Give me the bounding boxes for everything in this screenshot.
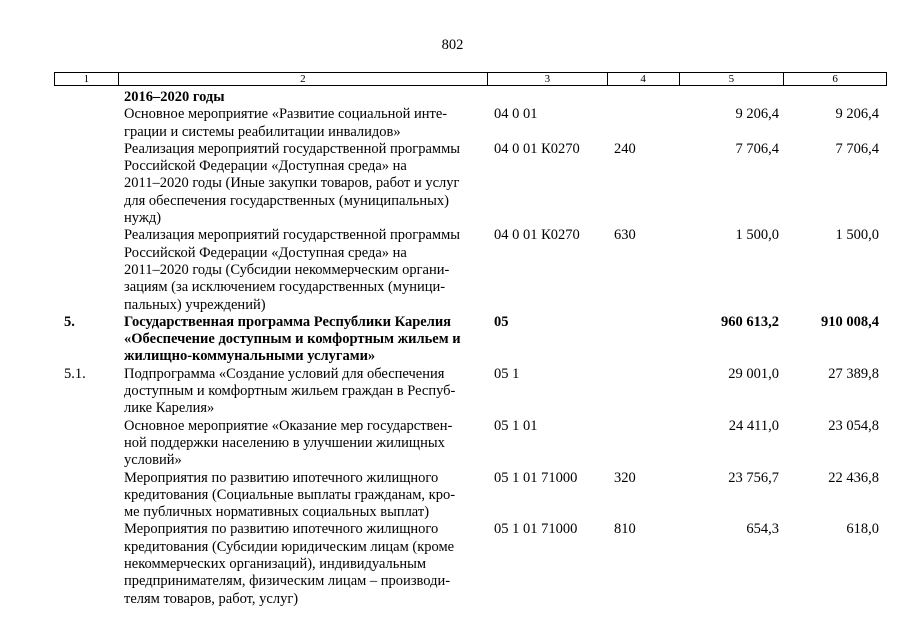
- row-name: Основное мероприятие «Развитие социальной инте- грации и системы реабилитации инвалидов»: [124, 106, 448, 140]
- row-amount-col5: 24 411,0: [728, 417, 779, 434]
- table-header: [54, 72, 887, 86]
- row-amount-col6: 618,0: [846, 521, 879, 538]
- row-amount-col5: 7 706,4: [735, 140, 779, 157]
- row-expense-type: [608, 89, 680, 106]
- row-amount-col6: 1 500,0: [835, 227, 879, 244]
- row-number: 5.1.: [64, 365, 86, 382]
- row-code: 04 0 01 К0270: [494, 140, 580, 157]
- row-name: Мероприятия по развитию ипотечного жилищного кредитования (Социальные выплаты гражданам, кро- ме публичных нормативных социальных выплат): [124, 469, 456, 521]
- row-amount-col6: 23 054,8: [828, 417, 879, 434]
- row-code: 05 1: [494, 365, 520, 382]
- row-expense-type: [608, 418, 680, 470]
- table-row: [54, 89, 887, 106]
- row-amount-col5: 23 756,7: [728, 469, 779, 486]
- table-body: [54, 89, 887, 608]
- row-number: [54, 141, 118, 227]
- column-header-6: 6: [832, 73, 838, 85]
- table-row: [54, 141, 887, 227]
- row-name: 2016–2020 годы: [124, 89, 225, 105]
- column-header-4: 4: [608, 73, 680, 85]
- row-name: Подпрограмма «Создание условий для обеспечения доступным и комфортным жильем граждан в Респуб- лике Карелия»: [124, 365, 456, 417]
- table-row: [54, 366, 887, 418]
- row-number: 5.: [64, 313, 75, 330]
- column-header-3: 3: [488, 73, 608, 85]
- row-code: 05: [494, 313, 509, 330]
- row-amount-col5: 29 001,0: [728, 365, 779, 382]
- row-expense-type: [608, 314, 680, 366]
- row-expense-type: 810: [614, 521, 636, 538]
- row-number: [54, 89, 118, 106]
- row-number: [54, 106, 118, 141]
- table-row: [54, 521, 887, 607]
- row-expense-type: [608, 366, 680, 418]
- row-amount-col5: 654,3: [746, 521, 779, 538]
- row-name: Реализация мероприятий государственной программы Российской Федерации «Доступная среда» на 2011–2020 годы (Субсидии некоммерческим органи- зациям (за исключением государственных (муници- пальных) учреждений): [124, 227, 461, 313]
- column-header-2: 2: [119, 73, 488, 85]
- row-code: 05 1 01 71000: [494, 521, 578, 538]
- row-expense-type: 240: [614, 140, 636, 157]
- row-code: [488, 89, 608, 106]
- row-code: 04 0 01: [494, 106, 538, 123]
- row-name: Мероприятия по развитию ипотечного жилищного кредитования (Субсидии юридическим лицам (кроме некоммерческих организаций), индивидуальным предпринимателям, физическим лицам – производи- телям товаров, работ, услуг): [124, 521, 455, 607]
- row-amount-col6: 22 436,8: [828, 469, 879, 486]
- row-code: 04 0 01 К0270: [494, 227, 580, 244]
- row-name: Государственная программа Республики Карелия «Обеспечение доступным и комфортным жильем и жилищно-коммунальными услугами»: [124, 313, 461, 365]
- table-row: [54, 418, 887, 470]
- row-name: Основное мероприятие «Оказание мер государствен- ной поддержки населению в улучшении жилищных условий»: [124, 417, 453, 469]
- table-row: [54, 106, 887, 141]
- row-expense-type: [608, 106, 680, 141]
- page-number: 802: [441, 37, 464, 53]
- row-expense-type: 630: [614, 227, 636, 244]
- table-row: [54, 314, 887, 366]
- row-number: [54, 521, 118, 607]
- row-amount-col6: [785, 89, 887, 106]
- column-header-5: 5: [680, 73, 785, 85]
- table-row: [54, 227, 887, 313]
- row-number: [54, 470, 118, 522]
- row-amount-col5: [680, 89, 785, 106]
- row-number: [54, 227, 118, 313]
- row-amount-col6: 7 706,4: [835, 140, 879, 157]
- row-code: 05 1 01 71000: [494, 469, 578, 486]
- row-expense-type: 320: [614, 469, 636, 486]
- row-amount-col6: 910 008,4: [821, 313, 879, 330]
- row-amount-col6: 27 389,8: [828, 365, 879, 382]
- row-amount-col6: 9 206,4: [835, 106, 879, 123]
- table-row: [54, 470, 887, 522]
- row-number: [54, 418, 118, 470]
- row-name: Реализация мероприятий государственной программы Российской Федерации «Доступная среда» на 2011–2020 годы (Иные закупки товаров, работ и услуг для обеспечения государственных (муниципальных) нужд): [124, 140, 461, 227]
- row-amount-col5: 1 500,0: [735, 227, 779, 244]
- row-code: 05 1 01: [494, 417, 538, 434]
- column-header-1: 1: [55, 73, 119, 85]
- row-amount-col5: 960 613,2: [721, 313, 779, 330]
- row-amount-col5: 9 206,4: [735, 106, 779, 123]
